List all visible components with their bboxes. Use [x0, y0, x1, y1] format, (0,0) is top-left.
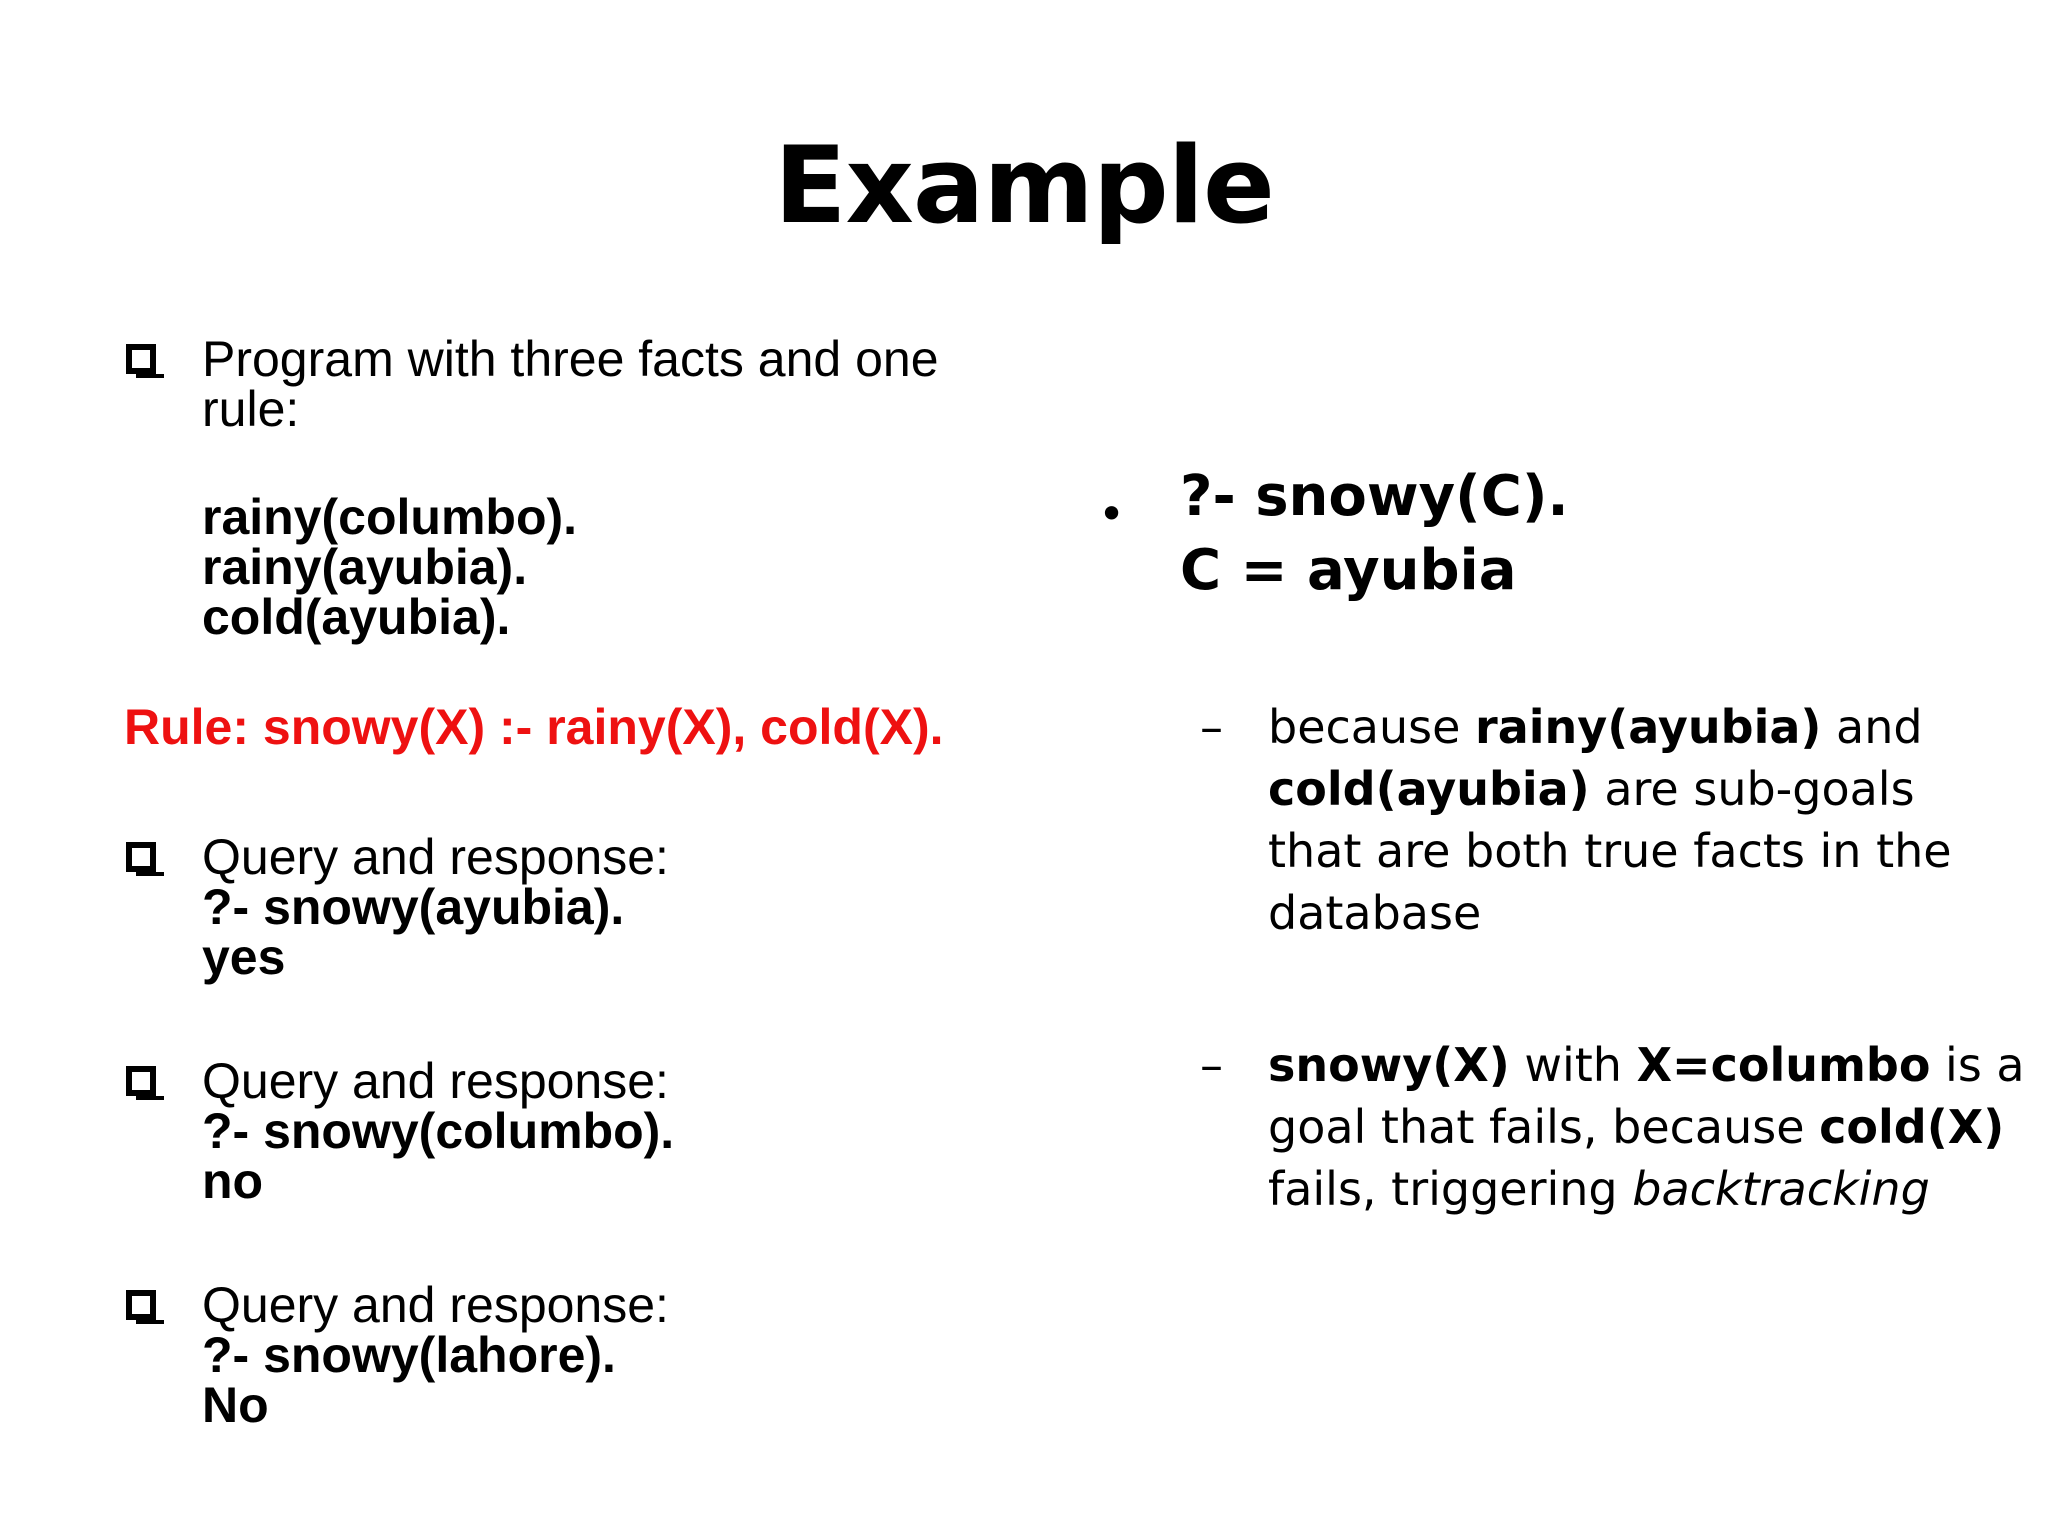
slide-title: Example [774, 124, 1274, 247]
query-response: No [202, 1377, 269, 1433]
query-2-text [202, 1053, 675, 1209]
text: because [1268, 700, 1476, 754]
explanation-1-line-4: database [1268, 886, 1482, 940]
text: is a [1930, 1038, 2025, 1092]
fact-1: rainy(columbo). [202, 489, 578, 545]
query-code: ?- snowy(lahore). [202, 1327, 616, 1383]
checkbox-bullet-icon [126, 842, 156, 872]
explanation-1-line-3: that are both true facts in the [1268, 824, 1952, 878]
query-label: Query and response: [202, 829, 669, 885]
query-label: Query and response: [202, 1053, 669, 1109]
query-1-text [202, 829, 669, 985]
explanation-2-line-2 [1268, 1096, 2008, 1158]
right-query [1180, 460, 1569, 608]
explanation-2-line-3 [1268, 1158, 2008, 1220]
checkbox-bullet-icon [126, 344, 156, 374]
query-3-text [202, 1277, 669, 1433]
bullet-dot-icon: • [1098, 487, 1126, 541]
explanation-1-line-1 [1268, 696, 2008, 758]
bold-text: cold(X) [1819, 1100, 2005, 1154]
explanation-1 [1268, 696, 2008, 944]
fact-3: cold(ayubia). [202, 589, 511, 645]
query-code: ?- snowy(columbo). [202, 1103, 675, 1159]
query-response: yes [202, 929, 286, 985]
facts-list [202, 489, 578, 645]
dash-bullet-icon: – [1200, 1038, 1223, 1092]
query-label: Query and response: [202, 1277, 669, 1333]
bold-text: snowy(X) [1268, 1038, 1510, 1092]
explanation-1-line-2 [1268, 758, 2008, 820]
text: with [1509, 1038, 1637, 1092]
bold-text: X=columbo [1636, 1038, 1931, 1092]
italic-text: backtracking [1632, 1162, 1930, 1216]
text: and [1821, 700, 1923, 754]
text: are sub-goals [1589, 762, 1915, 816]
checkbox-bullet-icon [126, 1290, 156, 1320]
intro-line-1: Program with three facts and one [202, 331, 939, 387]
intro-line-2: rule: [202, 381, 300, 437]
text: goal that fails, because [1268, 1100, 1820, 1154]
text: fails, triggering [1268, 1162, 1633, 1216]
explanation-2-line-1 [1268, 1034, 2025, 1096]
intro-text [202, 331, 939, 437]
rule-text: Rule: snowy(X) :- rainy(X), cold(X). [124, 699, 944, 755]
bold-text: cold(ayubia) [1268, 762, 1590, 816]
checkbox-bullet-icon [126, 1066, 156, 1096]
explanation-2 [1268, 1034, 2025, 1220]
bold-text: rainy(ayubia) [1475, 700, 1822, 754]
fact-2: rainy(ayubia). [202, 539, 528, 595]
right-query-line-1: ?- snowy(C). [1180, 464, 1569, 529]
query-response: no [202, 1153, 264, 1209]
query-code: ?- snowy(ayubia). [202, 879, 625, 935]
right-query-line-2: C = ayubia [1180, 538, 1517, 603]
dash-bullet-icon: – [1200, 700, 1223, 754]
